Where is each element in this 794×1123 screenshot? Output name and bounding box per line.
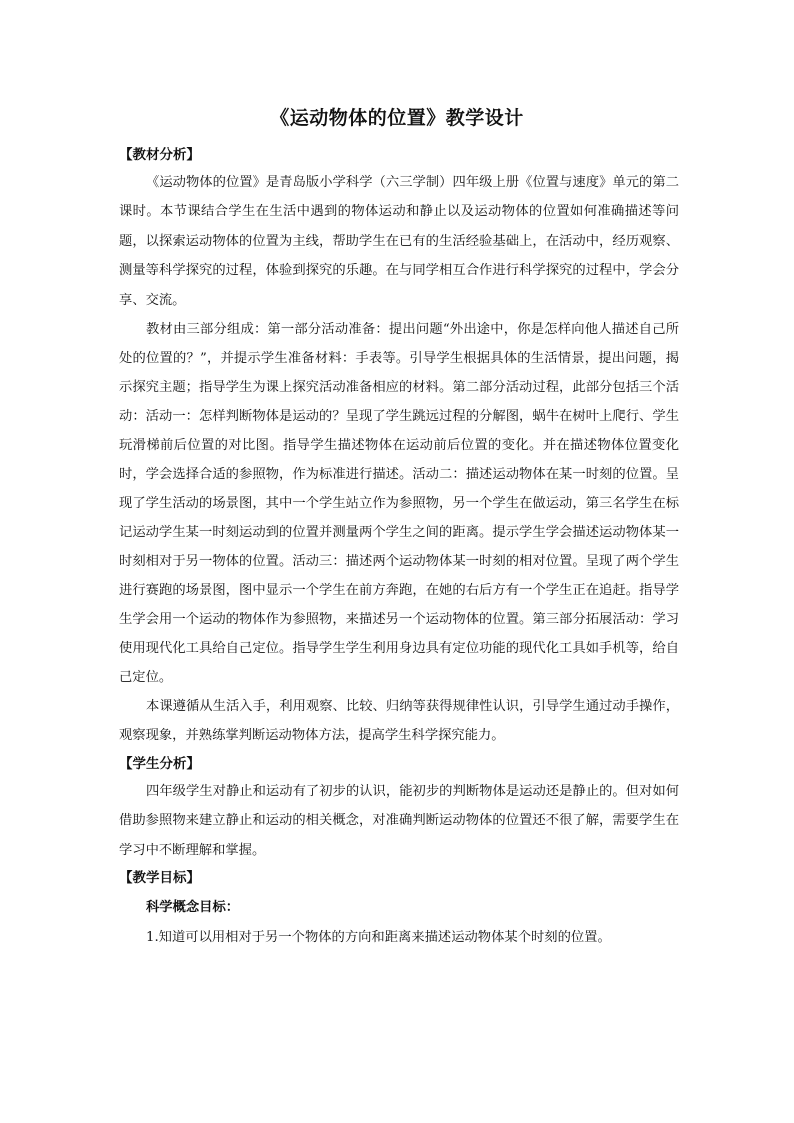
goal-item: 1.知道可以用相对于另一个物体的方向和距离来描述运动物体某个时刻的位置。 xyxy=(146,930,611,946)
paragraph: 四年级学生对静止和运动有了初步的认识，能初步的判断物体是运动还是静止的。但对如何借助参照物来建立静止和运动的相关概念，对准确判断运动物体的位置还不很了解，需要学生在学习中不断理解和掌握。 xyxy=(119,783,679,858)
document-title: 《运动物体的位置》教学设计 xyxy=(270,107,524,129)
subheading-science-concept-goals: 科学概念目标： xyxy=(146,900,240,916)
section-heading-student-analysis: 【学生分析】 xyxy=(119,755,200,772)
section-heading-teaching-goals: 【教学目标】 xyxy=(119,870,200,887)
paragraph: 本课遵循从生活入手，利用观察、比较、归纳等获得规律性认识，引导学生通过动手操作，观察现象，并熟练掌判断运动物体方法，提高学生科学探究能力。 xyxy=(119,699,679,744)
section-heading-textbook-analysis: 【教材分析】 xyxy=(119,147,200,163)
paragraph: 教材由三部分组成：第一部分活动准备：提出问题“外出途中，你是怎样向他人描述自己所处的位置的？”，并提示学生准备材料：手表等。引导学生根据具体的生活情景，提出问题，揭示探究主题；指导学生为课上探究活动准备相应的材料。第二部分活动过程，此部分包括三个活动：活动一：怎样判断物体是运动的？呈现了学生跳远过程的分解图，蜗牛在树叶上爬行、学生玩滑梯前后位置的对比图。指导学生描述物体在运动前后位置的变化。并在描述物体位置变化时，学会选择合适的参照物，作为标准进行描述。活动二：描述运动物体在某一时刻的位置。呈现了学生活动的场景图，其中一个学生站立作为参照物，另一个学生在做运动，第三名学生在标记运动学生某一时刻运动到的位置并测量两个学生之间的距离。提示学生学会描述运动物体某一时刻相对于另一物体的位置。活动三：描述两个运动物体某一时刻的相对位置。呈现了两个学生进行赛跑的场景图，图中显示一个学生在前方奔跑，在她的右后方有一个学生正在追赶。指导学生学会用一个运动的物体作为参照物，来描述另一个运动物体的位置。第三部分拓展活动：学习使用现代化工具给自己定位。指导学生学生利用身边具有定位功能的现代化工具如手机等，给自己定位。 xyxy=(119,322,679,686)
paragraph: 《运动物体的位置》是青岛版小学科学（六三学制）四年级上册《位置与速度》单元的第二课时。本节课结合学生在生活中遇到的物体运动和静止以及运动物体的位置如何准确描述等问题，以探索运动物体的位置为主线，帮助学生在已有的生活经验基础上，在活动中，经历观察、测量等科学探究的过程，体验到探究的乐趣。在与同学相互合作进行科学探究的过程中，学会分享、交流。 xyxy=(119,175,679,308)
document-body xyxy=(119,142,679,953)
